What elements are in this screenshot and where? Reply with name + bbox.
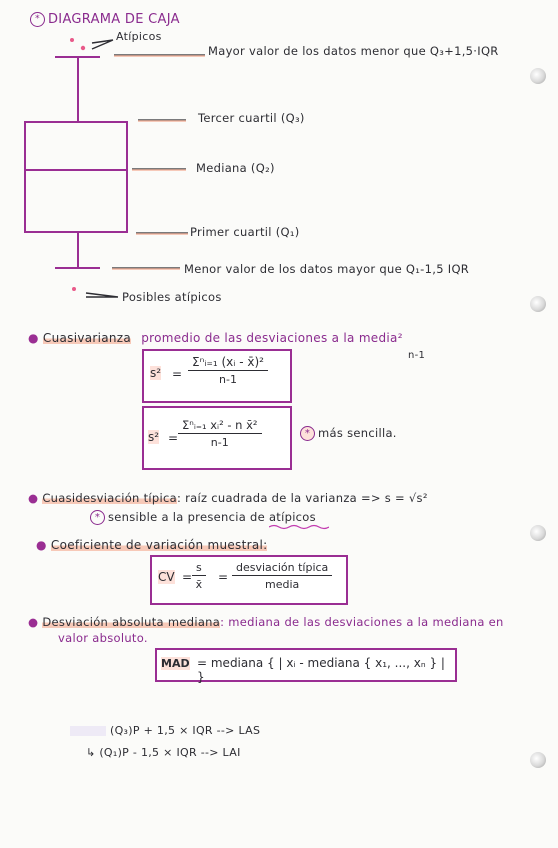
mad-definition: : mediana de las desviaciones a la mediana en [220,615,504,629]
cv-frac2 [232,561,332,591]
cv-eq1: = [182,570,193,584]
atipicos-top-label: Atípicos [116,30,162,43]
q1-label: Primer cuartil (Q₁) [190,225,300,239]
formula2-eq: = [168,431,179,445]
formula1-fraction [188,355,268,386]
outlier-dot [70,38,74,42]
page-title-text: DIAGRAMA DE CAJA [48,12,180,27]
formula1-numerator: Σⁿᵢ₌₁ (xᵢ - x̄)² [188,355,268,371]
bullet-icon: ● [28,331,39,345]
mad-box [155,648,457,682]
asterisk-icon: * [300,426,315,441]
bullet-icon: ● [28,491,39,505]
limit-las: (Q₃)P + 1,5 × IQR --> LAS [70,724,260,737]
cv-lhs: CV [158,570,175,584]
cv-frac2-den: media [265,578,300,591]
formula2-note: * más sencilla. [300,426,397,441]
min-label: Menor valor de los datos mayor que Q₁-1,5 IQR [184,262,470,276]
cuasivarianza-definition: promedio de las desviaciones a la media² [141,331,403,345]
outlier-dot [81,46,85,50]
cuasidesviacion-line [28,491,428,505]
max-label: Mayor valor de los datos menor que Q₃+1,5·IQR [208,44,499,58]
formula-box-2 [142,406,292,470]
cuasidesviacion-term: Cuasidesviación típica [42,491,177,505]
box [25,122,127,232]
asterisk-icon: * [30,12,45,27]
cuasidesviacion-definition: : raíz cuadrada de la varianza => s = √s² [176,491,428,505]
cv-frac1 [192,561,206,591]
formula-box-1 [142,349,292,403]
formula1-lhs: s² [150,366,162,380]
limit-lai: ↳ (Q₁)P - 1,5 × IQR --> LAI [86,746,241,759]
coef-var-line [36,538,267,552]
bullet-icon: ● [36,538,47,552]
cv-eq2: = [218,570,229,584]
q3-label: Tercer cuartil (Q₃) [198,111,305,125]
median-label: Mediana (Q₂) [196,161,275,175]
mad-lhs: MAD [161,657,190,670]
coef-var-box [150,555,348,605]
atipicos-word: atípicos [269,510,316,524]
cv-frac1-num: s [192,561,206,576]
formula1-denominator: n-1 [219,373,237,386]
asterisk-icon: * [90,510,105,525]
mad-definition-2: valor absoluto. [58,631,148,645]
binder-hole [530,752,546,768]
formula2-numerator: Σⁿᵢ₌₁ xᵢ² - n x̄² [178,418,262,434]
formula2-lhs: s² [148,430,160,444]
bullet-icon: ● [28,615,39,629]
outlier-dot [72,287,76,291]
formula2-fraction [178,418,262,449]
cuasivarianza-line [28,331,403,345]
formula2-denominator: n-1 [210,436,229,449]
arrow-icon [86,293,118,297]
cv-frac2-num: desviación típica [232,561,332,576]
atipicos-bottom-label: Posibles atípicos [122,290,222,304]
side-note: n-1 [408,350,426,361]
cuasivarianza-term: Cuasivarianza [42,331,132,345]
mad-formula: = mediana { | xᵢ - mediana { x₁, ..., xₙ } | } [197,656,445,684]
binder-hole [530,525,546,541]
arrow-icon [92,40,113,49]
mad-line [28,615,504,629]
formula1-eq: = [172,367,183,381]
coef-var-term: Coeficiente de variación muestral: [50,538,268,552]
cuasidesviacion-note: * sensible a la presencia de atípicos [90,510,316,525]
mad-term: Desviación absoluta mediana [42,615,221,629]
cv-frac1-den: x̄ [195,578,203,591]
